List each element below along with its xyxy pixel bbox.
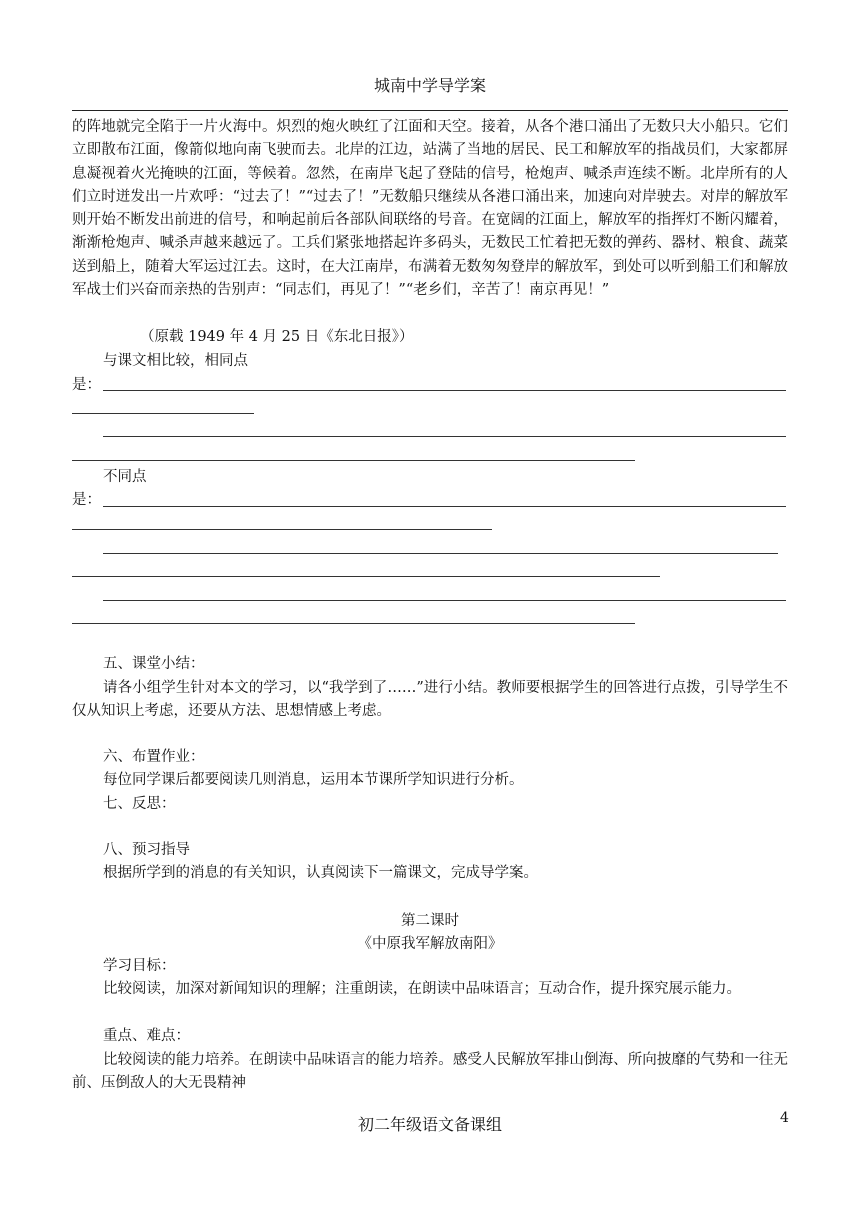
- same-answer-line-2[interactable]: [72, 413, 254, 414]
- section-8-title: 八、预习指导: [103, 842, 190, 858]
- page-footer-text: 初二年级语文备课组: [357, 1115, 502, 1134]
- learning-goals-title: 学习目标：: [103, 958, 176, 974]
- article-source: （原载 1949 年 4 月 25 日《东北日报》）: [140, 329, 414, 345]
- same-points-label: 是：: [72, 377, 101, 393]
- lesson-2-heading: 第二课时: [401, 913, 459, 929]
- section-5-body: 请各小组学生针对本文的学习，以“我学到了……”进行小结。教师要根据学生的回答进行点拨，引导学生不仅从知识上考虑，还要从方法、思想情感上考虑。: [72, 680, 788, 720]
- learning-goals-body: 比较阅读，加深对新闻知识的理解；注重朗读，在朗读中品味语言；互动合作，提升探究展示能力。: [103, 981, 741, 997]
- same-points-prompt: 与课文相比较，相同点: [103, 353, 248, 369]
- page-header-title: 城南中学导学案: [373, 76, 486, 95]
- section-8-body: 根据所学到的消息的有关知识，认真阅读下一篇课文，完成导学案。: [103, 865, 538, 881]
- diff-answer-line-1[interactable]: [103, 506, 786, 507]
- same-answer-line-4[interactable]: [72, 460, 635, 461]
- section-6-body: 每位同学课后都要阅读几则消息，运用本节课所学知识进行分析。: [103, 772, 524, 788]
- same-answer-line-1[interactable]: [103, 390, 786, 391]
- page-number: 4: [780, 1110, 789, 1126]
- diff-answer-line-6[interactable]: [72, 623, 635, 624]
- section-6-title: 六、布置作业：: [103, 749, 205, 765]
- lesson-2-subtitle: 《中原我军解放南阳》: [357, 936, 503, 952]
- section-7-title: 七、反思：: [103, 796, 176, 812]
- article-paragraph: 的阵地就完全陷于一片火海中。炽烈的炮火映红了江面和天空。接着，从各个港口涌出了无数只大小船只。它们立即散布江面，像箭似地向南飞驶而去。北岸的江边，站满了当地的居民、民工和解放军的指战员们，大家都屏息凝视着火光掩映的江面，等候着。忽然，在南岸飞起了登陆的信号，枪炮声、喊杀声连续不断。北岸所有的人们立时迸发出一片欢呼：“过去了！”“过去了！”无数船只继续从各港口涌出来，加速向对岸驶去。对岸的解放军则开始不断发出前进的信号，和响起前后各部队间联络的号音。在宽阔的江面上，解放军的指挥灯不断闪耀着，渐渐枪炮声、喊杀声越来越远了。工兵们紧张地搭起许多码头，无数民工忙着把无数的弹药、器材、粮食、蔬菜送到船上，随着大军运过江去。这时，在大江南岸，布满着无数匆匆登岸的解放军，到处可以听到船工们和解放军战士们兴奋而亲热的告别声：“同志们，再见了！”“老乡们，辛苦了！南京再见！”: [72, 119, 788, 299]
- key-points-title: 重点、难点：: [103, 1028, 190, 1044]
- diff-answer-line-5[interactable]: [103, 600, 786, 601]
- diff-answer-line-3[interactable]: [103, 553, 778, 554]
- section-5-title: 五、课堂小结：: [103, 656, 205, 672]
- header-divider: [72, 110, 788, 111]
- diff-points-label: 是：: [72, 492, 101, 508]
- diff-answer-line-2[interactable]: [72, 529, 492, 530]
- diff-answer-line-4[interactable]: [72, 576, 660, 577]
- diff-points-prompt: 不同点: [103, 469, 147, 485]
- same-answer-line-3[interactable]: [103, 436, 786, 437]
- key-points-body: 比较阅读的能力培养。在朗读中品味语言的能力培养。感受人民解放军排山倒海、所向披靡的气势和一往无前、压倒敌人的大无畏精神: [72, 1052, 788, 1092]
